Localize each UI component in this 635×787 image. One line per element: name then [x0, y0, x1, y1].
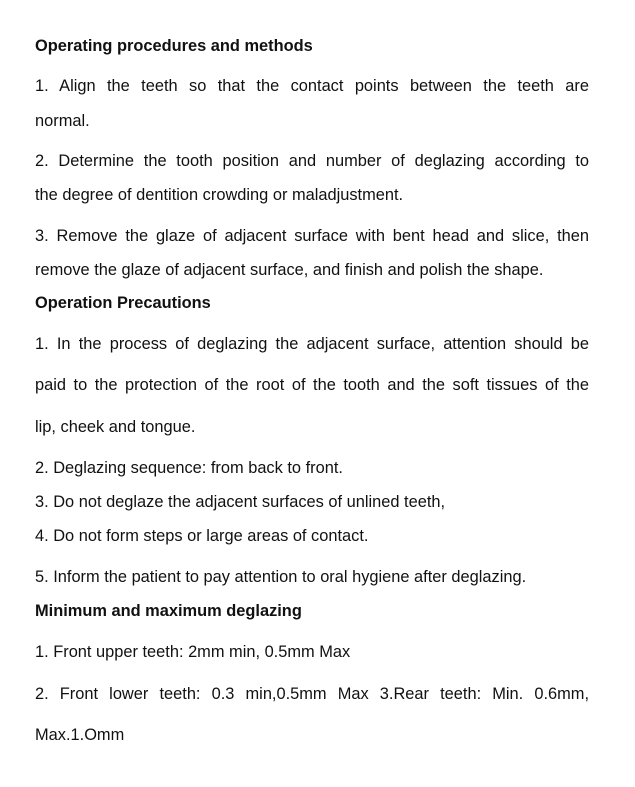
- procedure-3-line-2: remove the glaze of adjacent surface, and finish and polish the shape.: [35, 261, 544, 279]
- section-heading-procedures: Operating procedures and methods: [35, 37, 313, 55]
- procedure-2-line-1: 2. Determine the tooth position and number of deglazing according to: [35, 152, 589, 170]
- precaution-1-line-1: 1. In the process of deglazing the adjacent surface, attention should be: [35, 335, 589, 353]
- precaution-4: 4. Do not form steps or large areas of contact.: [35, 527, 369, 545]
- min-max-2-line-2: Max.1.Omm: [35, 726, 125, 744]
- min-max-1: 1. Front upper teeth: 2mm min, 0.5mm Max: [35, 643, 351, 661]
- precaution-1-line-2: paid to the protection of the root of the tooth and the soft tissues of the: [35, 376, 589, 394]
- procedure-1-line-2: normal.: [35, 112, 90, 130]
- procedure-2-line-2: the degree of dentition crowding or maladjustment.: [35, 186, 404, 204]
- precaution-3: 3. Do not deglaze the adjacent surfaces of unlined teeth,: [35, 493, 446, 511]
- precaution-1-line-3: lip, cheek and tongue.: [35, 418, 196, 436]
- procedure-1-line-1: 1. Align the teeth so that the contact points between the teeth are: [35, 77, 589, 95]
- section-heading-precautions: Operation Precautions: [35, 294, 211, 312]
- section-heading-min-max: Minimum and maximum deglazing: [35, 602, 302, 620]
- precaution-5: 5. Inform the patient to pay attention to oral hygiene after deglazing.: [35, 568, 527, 586]
- precaution-2: 2. Deglazing sequence: from back to front.: [35, 459, 343, 477]
- procedure-3-line-1: 3. Remove the glaze of adjacent surface with bent head and slice, then: [35, 227, 589, 245]
- min-max-2-line-1: 2. Front lower teeth: 0.3 min,0.5mm Max 3.Rear teeth: Min. 0.6mm,: [35, 685, 589, 703]
